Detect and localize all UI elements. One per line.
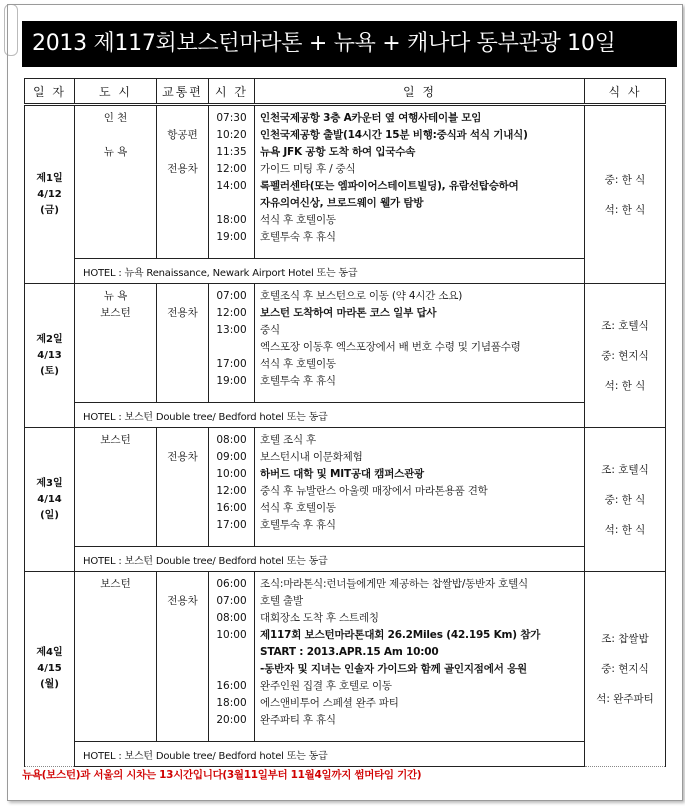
transport-mode [157, 576, 208, 593]
schedule-entry: 제117회 보스턴마라톤대회 26.2Miles (42.195 Km) 참가 [260, 629, 541, 641]
transport-mode: 전용차 [167, 307, 198, 319]
schedule-entry: 하버드 대학 및 MIT공대 캠퍼스관광 [260, 468, 424, 480]
time-cell [209, 105, 255, 259]
day-row [25, 105, 666, 259]
schedule-entry: 석식 후 호텔이동 [260, 358, 336, 370]
schedule-entry: 인천국제공항 출발(14시간 15분 비행:중식과 석식 기내식) [260, 129, 528, 141]
schedule-entry: 호텔 출발 [260, 595, 303, 607]
hotel-row [25, 403, 666, 428]
time-entry: 13:00 [216, 324, 247, 336]
schedule-cell [255, 105, 585, 259]
day-label-line: 4/15 [37, 663, 62, 674]
transport-mode [157, 144, 208, 161]
time-entry: 19:00 [216, 375, 247, 387]
meal-item: 석: 한 식 [604, 523, 646, 536]
schedule-entry: 엑스포장 이동후 엑스포장에서 배 번호 수령 및 기념품수령 [260, 341, 521, 353]
transport-cell [157, 105, 209, 259]
time-cell [209, 428, 255, 547]
time-entry: 06:00 [216, 578, 247, 590]
schedule-cell [255, 284, 585, 403]
header-schedule: 일 정 [255, 79, 585, 105]
meal-item: 중: 현지식 [601, 663, 649, 675]
day-cell [25, 428, 75, 572]
schedule-entry: 대회장소 도착 후 스트레칭 [260, 612, 379, 624]
day-label-line: (금) [40, 204, 59, 216]
day-label-line: 4/14 [37, 493, 62, 505]
schedule-entry: 호텔 조식 후 [260, 434, 316, 446]
time-entry: 17:00 [216, 519, 247, 531]
time-entry: 10:00 [216, 629, 247, 641]
time-entry: 17:00 [216, 358, 247, 370]
time-entry: 16:00 [216, 502, 247, 514]
city-name: 보스턴 [100, 434, 131, 446]
schedule-cell [255, 428, 585, 547]
time-entry: 07:30 [216, 112, 247, 124]
meal-item: 조: 호텔식 [601, 319, 649, 332]
day-label-line: 제3일 [36, 477, 63, 489]
city-name [75, 127, 156, 144]
time-entry [209, 661, 254, 678]
city-cell [75, 428, 157, 547]
transport-mode [157, 288, 208, 305]
transport-mode: 항공편 [167, 129, 198, 141]
time-entry: 08:00 [216, 434, 247, 446]
time-entry: 10:20 [216, 129, 247, 141]
day-label-line: (일) [40, 509, 59, 521]
time-entry: 12:00 [216, 485, 247, 497]
meals-cell [585, 428, 666, 572]
meal-item: 석: 완주파티 [596, 693, 654, 705]
schedule-entry: 호텔투숙 후 휴식 [260, 519, 336, 531]
schedule-entry: -동반자 및 지녀는 인솔자 가이드와 함께 골인지점에서 응원 [260, 663, 527, 675]
transport-cell [157, 572, 209, 742]
day-label-line: (토) [40, 365, 59, 377]
hotel-info: HOTEL : 보스턴 Double tree/ Bedford hotel 또는 동급 [75, 547, 585, 572]
schedule-entry: 보스턴시내 이문화체험 [260, 451, 363, 463]
schedule-entry: 호텔투숙 후 휴식 [260, 231, 336, 243]
day-cell [25, 105, 75, 284]
meals-cell [585, 284, 666, 428]
meal-item: 조: 호텔식 [601, 463, 649, 476]
schedule-entry: 에스앤비투어 스페셜 완주 파티 [260, 697, 399, 709]
day-label-line: (월) [40, 679, 59, 690]
city-cell [75, 284, 157, 403]
meals-cell [585, 572, 666, 767]
day-cell [25, 284, 75, 428]
city-name: 뉴 욕 [103, 290, 128, 302]
schedule-entry: 조식:마라톤식:런너들에게만 제공하는 찹쌀밥/동반자 호텔식 [260, 578, 528, 590]
schedule-entry: 록펠러센타(또는 엠파이어스테이트빌딩), 유람선탑승하여 [260, 180, 519, 192]
time-entry: 07:00 [216, 595, 247, 607]
time-entry: 18:00 [216, 697, 247, 709]
header-time: 시 간 [209, 79, 255, 105]
schedule-entry: 중식 [260, 324, 280, 336]
time-entry: 09:00 [216, 451, 247, 463]
time-cell [209, 572, 255, 742]
hotel-info: HOTEL : 보스턴 Double tree/ Bedford hotel 또는 동급 [75, 403, 585, 428]
transport-mode [157, 432, 208, 449]
day-label-line: 제1일 [36, 172, 63, 184]
table-header-row [25, 79, 666, 105]
day-label-line: 제2일 [36, 333, 63, 345]
schedule-entry: 석식 후 호텔이동 [260, 502, 336, 514]
time-entry: 14:00 [216, 180, 247, 192]
meals-cell [585, 105, 666, 284]
transport-mode: 전용차 [167, 451, 198, 463]
city-name: 보스턴 [100, 307, 131, 319]
hotel-row [25, 259, 666, 284]
time-entry: 12:00 [216, 307, 247, 319]
time-entry: 07:00 [216, 290, 247, 302]
itinerary-table [24, 78, 666, 767]
schedule-entry: 뉴욕 JFK 공항 도착 하여 입국수속 [260, 146, 416, 158]
meal-item: 중: 한 식 [604, 173, 646, 186]
timezone-note: 뉴욕(보스턴)과 서울의 시차는 13시간입니다(3월11일부터 11월4일까지 썸머타임 기간) [22, 769, 422, 781]
city-name: 뉴 욕 [103, 146, 128, 158]
hotel-row [25, 547, 666, 572]
hotel-info: HOTEL : 뉴욕 Renaissance, Newark Airport Hotel 또는 동급 [75, 259, 585, 284]
meal-item: 석: 한 식 [604, 379, 646, 392]
time-entry [209, 339, 254, 356]
city-cell [75, 105, 157, 259]
meal-item: 중: 한 식 [604, 493, 646, 506]
city-name: 보스턴 [100, 578, 131, 590]
schedule-entry: 호텔조식 후 보스턴으로 이동 (약 4시간 소요) [260, 290, 463, 302]
schedule-entry: 자유의여신상, 브로드웨이 웰가 탐방 [260, 197, 424, 209]
time-entry: 20:00 [216, 714, 247, 726]
transport-mode: 전용차 [167, 595, 198, 607]
schedule-entry: 완주인원 집결 후 호텔로 이동 [260, 680, 392, 692]
schedule-entry: 석식 후 호텔이동 [260, 214, 336, 226]
time-cell [209, 284, 255, 403]
header-transport: 교통편 [157, 79, 209, 105]
time-entry: 16:00 [216, 680, 247, 692]
day-row [25, 572, 666, 742]
time-entry: 10:00 [216, 468, 247, 480]
schedule-entry: 완주파티 후 휴식 [260, 714, 336, 726]
hotel-row [25, 742, 666, 767]
hotel-info: HOTEL : 보스턴 Double tree/ Bedford hotel 또는 동급 [75, 742, 585, 767]
time-entry: 12:00 [216, 163, 247, 175]
day-label-line: 4/13 [37, 349, 62, 361]
header-city: 도 시 [75, 79, 157, 105]
day-label-line: 4/12 [37, 188, 62, 200]
schedule-cell [255, 572, 585, 742]
time-entry: 08:00 [216, 612, 247, 624]
schedule-entry: 호텔투숙 후 휴식 [260, 375, 336, 387]
header-date: 일 자 [25, 79, 75, 105]
meal-item: 조: 찹쌀밥 [601, 633, 649, 645]
header-meals: 식 사 [585, 79, 666, 105]
time-entry: 19:00 [216, 231, 247, 243]
meal-item: 중: 현지식 [601, 349, 649, 362]
transport-cell [157, 284, 209, 403]
day-cell [25, 572, 75, 767]
time-entry [209, 644, 254, 661]
schedule-entry: 인천국제공항 3층 A카운터 옆 여행사테이블 모임 [260, 112, 482, 124]
time-entry [209, 195, 254, 212]
city-name: 인 천 [103, 112, 128, 124]
time-entry: 11:35 [216, 146, 247, 158]
transport-mode [157, 110, 208, 127]
schedule-entry: START : 2013.APR.15 Am 10:00 [260, 646, 439, 658]
schedule-entry: 보스턴 도착하여 마라톤 코스 일부 답사 [260, 307, 437, 319]
day-row [25, 284, 666, 403]
page-title: 2013 제117회보스턴마라톤 + 뉴욕 + 캐나다 동부관광 10일 [22, 21, 677, 67]
transport-mode: 전용차 [167, 163, 198, 175]
city-cell [75, 572, 157, 742]
day-row [25, 428, 666, 547]
schedule-entry: 가이드 미팅 후 / 중식 [260, 163, 356, 175]
day-label-line: 제4일 [36, 647, 63, 658]
schedule-entry: 중식 후 뉴발란스 아울렛 매장에서 마라톤용품 견학 [260, 485, 488, 497]
time-entry: 18:00 [216, 214, 247, 226]
meal-item: 석: 한 식 [604, 203, 646, 216]
transport-cell [157, 428, 209, 547]
